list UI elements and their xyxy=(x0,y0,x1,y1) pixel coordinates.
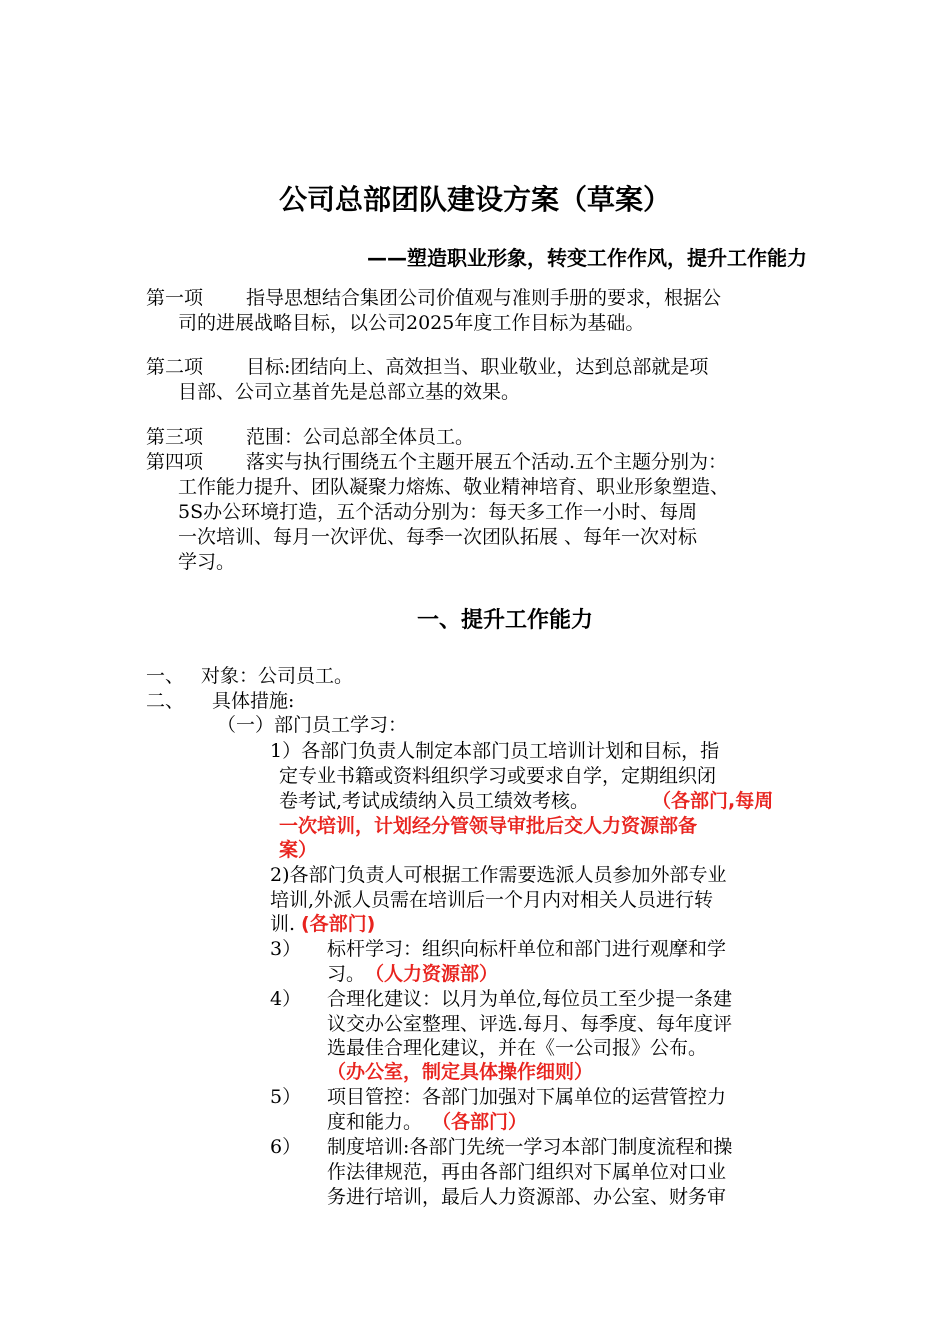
item-text: 工作能力提升、团队凝聚力熔炼、敬业精神培育、职业形象塑造、 xyxy=(178,476,730,498)
measure-text: 1）各部门负责人制定本部门员工培训计划和目标，指 xyxy=(270,740,720,762)
responsible-note: （各部门） xyxy=(432,1111,528,1133)
point-text: 具体措施: xyxy=(212,690,295,712)
measure-text: 习。 xyxy=(327,963,366,985)
responsible-note: （办公室，制定具体操作细则） xyxy=(327,1061,594,1083)
sub-heading: （一）部门员工学习： xyxy=(217,714,408,736)
item-text: 范围：公司总部全体员工。 xyxy=(246,426,475,448)
point-num: 二、 xyxy=(146,690,185,712)
item-label: 第二项 xyxy=(146,356,204,378)
measure-num: 6） xyxy=(270,1136,302,1158)
item-text: 一次培训、每月一次评优、每季一次团队拓展 、每年一次对标 xyxy=(178,526,698,548)
item-text: 5S办公环境打造，五个活动分别为：每天多工作一小时、每周 xyxy=(178,501,698,523)
document-title: 公司总部团队建设方案（草案） xyxy=(278,183,671,216)
measure-text: 务进行培训，最后人力资源部、办公室、财务审 xyxy=(327,1186,727,1208)
measure-num: 3） xyxy=(270,938,302,960)
item-text: 指导思想结合集团公司价值观与准则手册的要求，根据公 xyxy=(246,287,722,309)
measure-text: 选最佳合理化建议，并在《一公司报》公布。 xyxy=(327,1037,708,1059)
item-text: 落实与执行围绕五个主题开展五个活动.五个主题分别为： xyxy=(246,451,728,473)
responsible-note: （人力资源部） xyxy=(365,963,499,985)
measure-text: 项目管控：各部门加强对下属单位的运营管控力 xyxy=(327,1086,727,1108)
measure-text: 合理化建议：以月为单位,每位员工至少提一条建 xyxy=(327,988,733,1010)
measure-text: 标杆学习：组织向标杆单位和部门进行观摩和学 xyxy=(327,938,727,960)
measure-text: 作法律规范，再由各部门组织对下属单位对口业 xyxy=(327,1161,727,1183)
item-text: 学习。 xyxy=(178,551,236,573)
responsible-note: (各部门) xyxy=(301,913,376,935)
measure-text: 训. xyxy=(270,913,296,935)
responsible-note: 一次培训，计划经分管领导审批后交人力资源部备 xyxy=(279,815,698,837)
measure-text: 培训,外派人员需在培训后一个月内对相关人员进行转 xyxy=(270,889,714,911)
document-subtitle: ——塑造职业形象，转变工作作风，提升工作能力 xyxy=(367,246,807,270)
measure-text: 度和能力。 xyxy=(327,1111,423,1133)
item-label: 第四项 xyxy=(146,451,204,473)
measure-text: 议交办公室整理、评选.每月、每季度、每年度评 xyxy=(327,1013,733,1035)
item-text: 目部、公司立基首先是总部立基的效果。 xyxy=(178,381,521,403)
measure-text: 2)各部门负责人可根据工作需要选派人员参加外部专业 xyxy=(270,864,727,886)
item-text: 司的进展战略目标，以公司2025年度工作目标为基础。 xyxy=(178,312,645,334)
point-num: 一、 xyxy=(146,665,185,687)
measure-num: 4） xyxy=(270,988,302,1010)
responsible-note: 案） xyxy=(279,839,318,861)
measure-text: 卷考试,考试成绩纳入员工绩效考核。 xyxy=(279,790,590,812)
measure-num: 5） xyxy=(270,1086,302,1108)
measure-text: 定专业书籍或资料组织学习或要求自学，定期组织闭 xyxy=(279,765,717,787)
measure-text: 制度培训:各部门先统一学习本部门制度流程和操 xyxy=(327,1136,733,1158)
item-label: 第三项 xyxy=(146,426,204,448)
responsible-note: （各部门,每周 xyxy=(652,790,774,812)
section-heading: 一、提升工作能力 xyxy=(416,608,593,633)
item-label: 第一项 xyxy=(146,287,204,309)
item-text: 目标:团结向上、高效担当、职业敬业，达到总部就是项 xyxy=(246,356,709,378)
point-text: 对象：公司员工。 xyxy=(201,665,354,687)
